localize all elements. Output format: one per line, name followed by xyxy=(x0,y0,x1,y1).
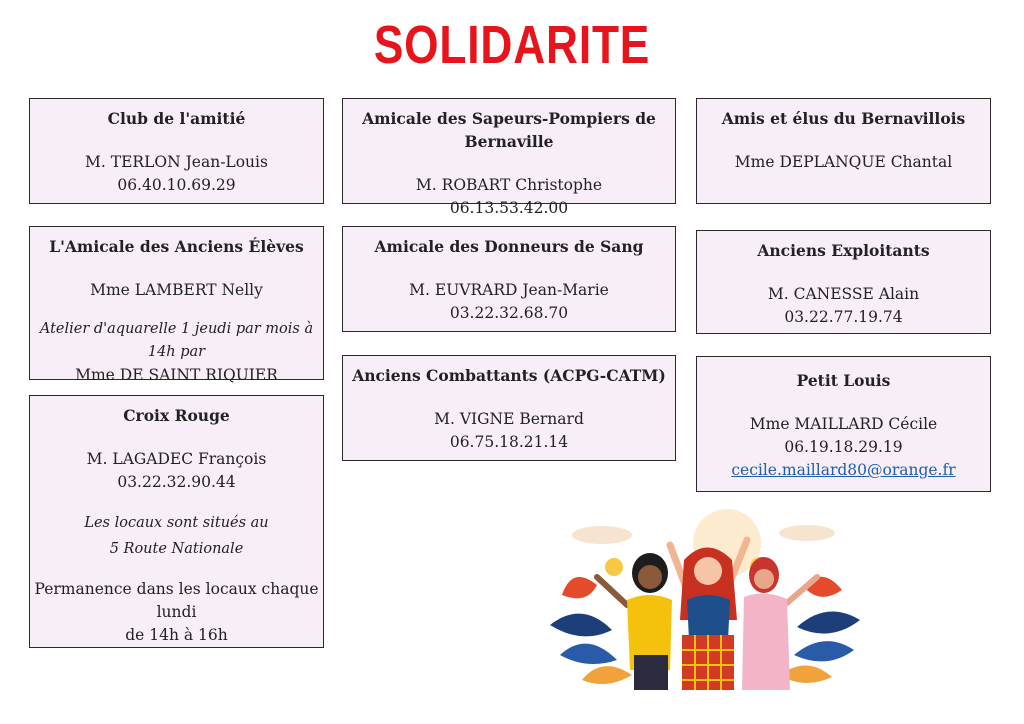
card-title: Anciens Exploitants xyxy=(757,241,930,260)
activity-note: Atelier d'aquarelle 1 jeudi par mois à 14h par xyxy=(39,321,314,360)
card-petit-louis xyxy=(696,356,991,492)
contact-email-link[interactable]: cecile.maillard80@orange.fr xyxy=(731,461,956,479)
location-line: 5 Route Nationale xyxy=(109,541,244,557)
contact-person: Mme MAILLARD Cécile xyxy=(749,415,938,433)
contact-person: M. CANESSE Alain xyxy=(767,285,920,303)
card-croix-rouge xyxy=(29,395,324,648)
card-amicale-anciens-eleves xyxy=(29,226,324,384)
hours-line: de 14h à 16h xyxy=(125,626,228,644)
card-sapeurs-pompiers xyxy=(342,98,676,217)
card-title: Petit Louis xyxy=(796,371,891,390)
card-title: Amicale des Donneurs de Sang xyxy=(374,237,644,256)
card-title: Croix Rouge xyxy=(123,406,230,425)
card-donneurs-sang xyxy=(342,226,676,332)
contact-person: M. EUVRARD Jean-Marie xyxy=(409,281,609,299)
card-title: L'Amicale des Anciens Élèves xyxy=(49,237,304,256)
card-anciens-combattants xyxy=(342,355,676,461)
contact-phone: 06.40.10.69.29 xyxy=(117,176,236,194)
contact-person: Mme DEPLANQUE Chantal xyxy=(734,153,953,171)
card-club-amitie xyxy=(29,98,324,204)
activity-person: Mme DE SAINT RIQUIER xyxy=(75,366,278,384)
card-anciens-exploitants xyxy=(696,230,991,334)
contact-phone: 06.19.18.29.19 xyxy=(784,438,903,456)
card-amis-elus xyxy=(696,98,991,204)
contact-person: M. ROBART Christophe xyxy=(415,176,603,194)
woman-center-icon xyxy=(670,540,747,690)
contact-person: Mme LAMBERT Nelly xyxy=(90,281,263,299)
contact-phone: 03.22.77.19.74 xyxy=(784,308,903,326)
contact-person: M. TERLON Jean-Louis xyxy=(85,153,268,171)
contact-phone: 06.13.53.42.00 xyxy=(449,199,569,217)
contact-person: M. VIGNE Bernard xyxy=(434,410,584,428)
leaves-left-icon xyxy=(550,577,632,684)
three-women-celebrating-illustration xyxy=(542,505,867,690)
card-title: Anciens Combattants (ACPG-CATM) xyxy=(352,366,666,385)
leaves-right-icon xyxy=(780,577,860,683)
location-line: Les locaux sont situés au xyxy=(84,515,269,531)
contact-phone: 03.22.32.68.70 xyxy=(449,304,569,322)
page-title: SOLIDARITE xyxy=(373,15,651,75)
contact-phone: 06.75.18.21.14 xyxy=(449,433,569,451)
contact-person: M. LAGADEC François xyxy=(86,450,267,468)
card-title: Club de l'amitié xyxy=(107,109,246,128)
card-title: Amis et élus du Bernavillois xyxy=(721,109,966,128)
contact-phone: 03.22.32.90.44 xyxy=(117,473,236,491)
hours-line: Permanence dans les locaux chaque lundi xyxy=(34,580,319,621)
card-title: Amicale des Sapeurs-Pompiers de Bernaville xyxy=(362,109,656,151)
